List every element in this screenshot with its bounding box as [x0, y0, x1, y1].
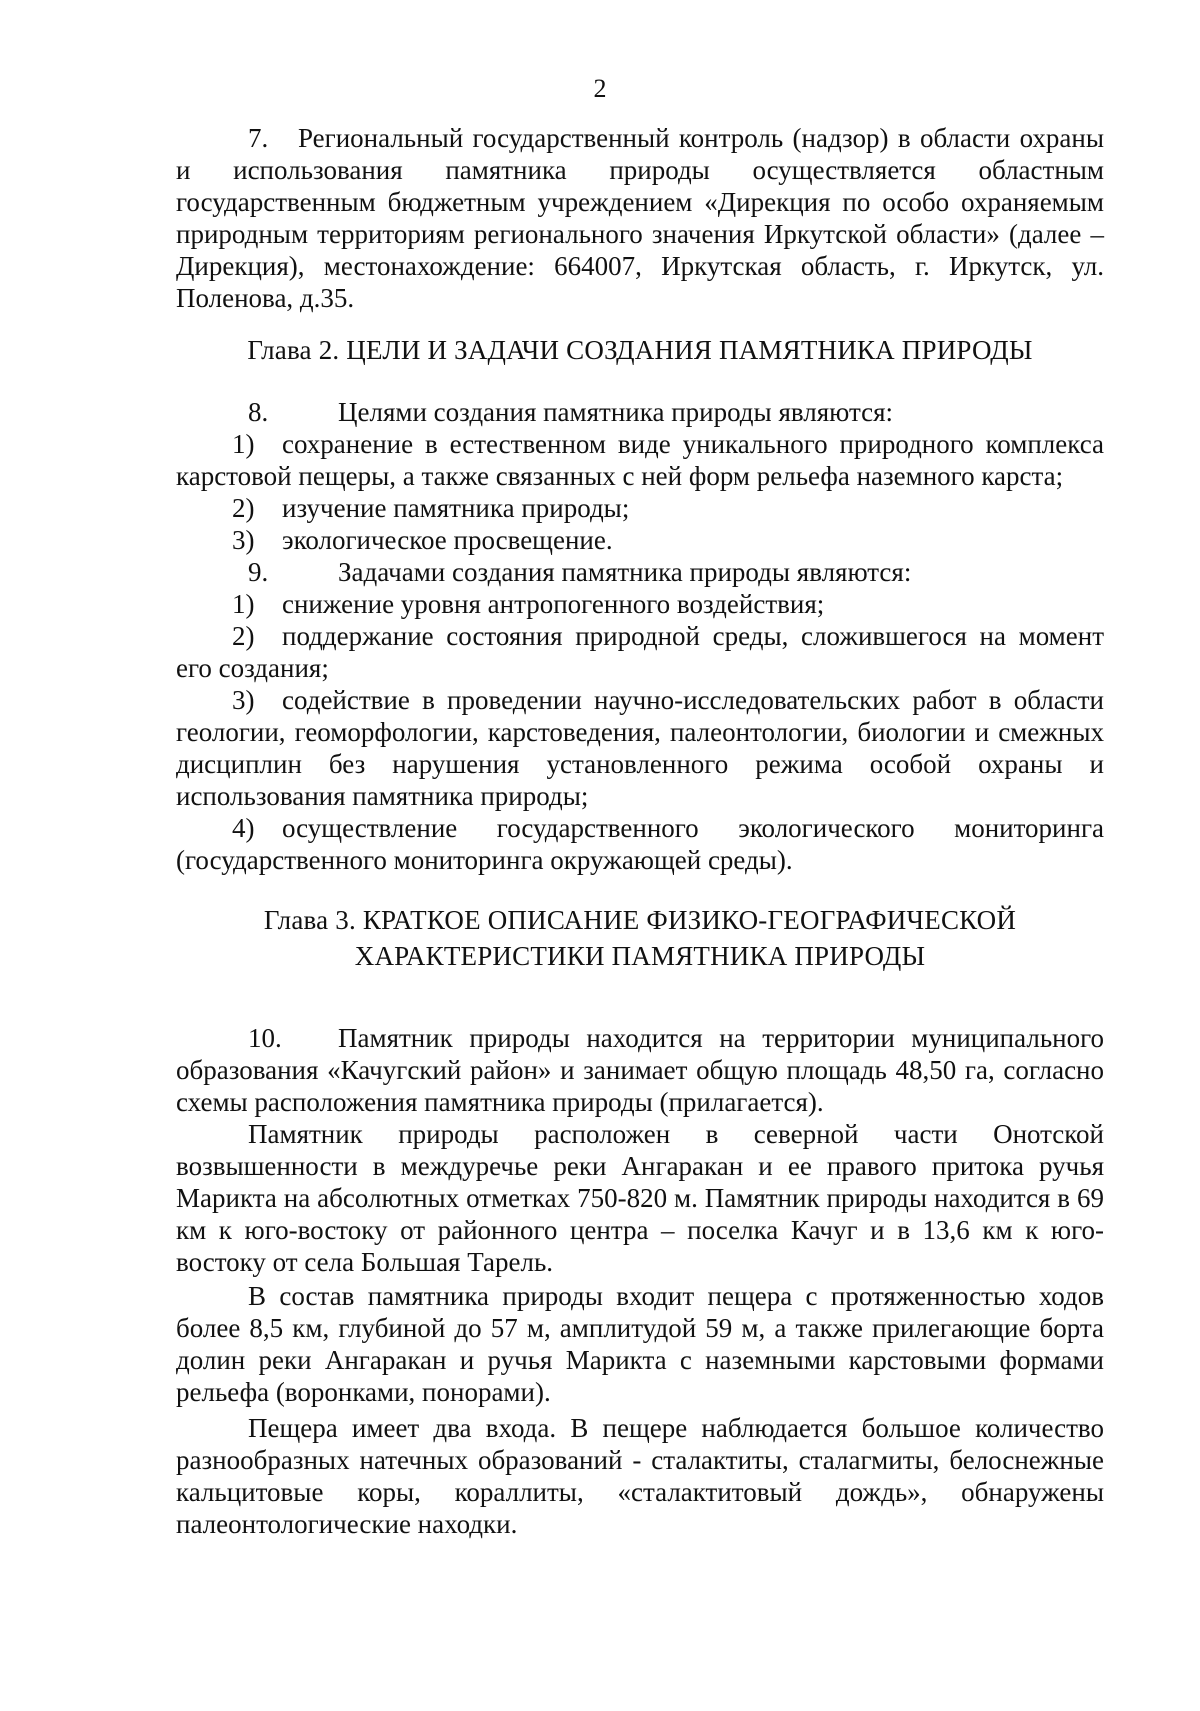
- page-number: 2: [593, 74, 607, 103]
- paragraph-7-text: Региональный государственный контроль (надзор) в области охраны и использования памятника природы осуществляется областным государственным бюджетным учреждением «Дирекция по особо охраняемым природным территориям регионального значения Иркутской области» (далее – Дирекция), местонахождение: 664007, Иркутская область, г. Иркутск, ул. Поленова, д.35.: [176, 123, 1104, 313]
- task-item-1: [176, 588, 1104, 620]
- paragraph-9-number: 9.: [248, 557, 269, 587]
- task-item-2-text: поддержание состояния природной среды, сложившегося на момент его создания;: [176, 621, 1104, 683]
- task-item-3: [176, 684, 1104, 812]
- paragraph-9-text: Задачами создания памятника природы являются:: [338, 557, 912, 587]
- paragraph-7-number: 7.: [248, 123, 269, 153]
- goal-item-1-number: 1): [232, 429, 255, 459]
- paragraph-10-cave-description: Пещера имеет два входа. В пещере наблюдается большое количество разнообразных натечных образований - сталактиты, сталагмиты, белоснежные кальцитовые коры, кораллиты, «сталактитовый дождь», обнаружены палеонтологические находки.: [176, 1413, 1104, 1539]
- paragraph-8-number: 8.: [248, 397, 269, 427]
- paragraph-8-text: Целями создания памятника природы являются:: [338, 397, 893, 427]
- task-item-4: [176, 812, 1104, 876]
- goal-item-3: [176, 524, 1104, 556]
- task-item-2-number: 2): [232, 621, 255, 651]
- goal-item-2: [176, 492, 1104, 524]
- chapter-2-title: Глава 2. ЦЕЛИ И ЗАДАЧИ СОЗДАНИЯ ПАМЯТНИКА ПРИРОДЫ: [247, 335, 1033, 365]
- goal-item-1-text: сохранение в естественном виде уникального природного комплекса карстовой пещеры, а также связанных с ней форм рельефа наземного карста;: [176, 429, 1104, 491]
- goal-item-1: [176, 428, 1104, 492]
- paragraph-10-number: 10.: [248, 1023, 282, 1053]
- task-item-1-number: 1): [232, 589, 255, 619]
- goal-item-2-text: изучение памятника природы;: [282, 493, 630, 523]
- task-item-3-number: 3): [232, 685, 255, 715]
- task-item-4-number: 4): [232, 813, 255, 843]
- paragraph-10-text: Памятник природы находится на территории муниципального образования «Качугский район» и занимает общую площадь 48,50 га, согласно схемы расположения памятника природы (прилагается).: [176, 1023, 1104, 1117]
- paragraph-10: [176, 1022, 1104, 1118]
- task-item-1-text: снижение уровня антропогенного воздействия;: [282, 589, 825, 619]
- goal-item-2-number: 2): [232, 493, 255, 523]
- paragraph-10-composition: В состав памятника природы входит пещера с протяженностью ходов более 8,5 км, глубиной до 57 м, амплитудой 59 м, а также прилегающие борта долин реки Ангаракан и ручья Марикта с наземными карстовыми формами рельефа (воронками, понорами).: [176, 1281, 1104, 1407]
- task-item-2: [176, 620, 1104, 684]
- paragraph-9: [176, 556, 1104, 588]
- task-item-4-text: осуществление государственного экологического мониторинга (государственного мониторинга окружающей среды).: [176, 813, 1104, 875]
- paragraph-7: [176, 122, 1104, 314]
- paragraph-10-location: Памятник природы расположен в северной части Онотской возвышенности в междуречье реки Ангаракан и ее правого притока ручья Марикта на абсолютных отметках 750-820 м. Памятник природы находится в 69 км к юго-востоку от районного центра – поселка Качуг и в 13,6 км к юго-востоку от села Большая Тарель.: [176, 1119, 1104, 1277]
- goal-item-3-text: экологическое просвещение.: [282, 525, 613, 555]
- chapter-3-title: [176, 902, 1104, 974]
- paragraph-8: [176, 396, 1104, 428]
- chapter-3-title-line-2: ХАРАКТЕРИСТИКИ ПАМЯТНИКА ПРИРОДЫ: [354, 941, 926, 971]
- chapter-3-title-line-1: Глава 3. КРАТКОЕ ОПИСАНИЕ ФИЗИКО-ГЕОГРАФИЧЕСКОЙ: [263, 905, 1017, 935]
- goal-item-3-number: 3): [232, 525, 255, 555]
- task-item-3-text: содействие в проведении научно-исследовательских работ в области геологии, геоморфологии, карстоведения, палеонтологии, биологии и смежных дисциплин без нарушения установленного режима особой охраны и использования памятника природы;: [176, 685, 1104, 811]
